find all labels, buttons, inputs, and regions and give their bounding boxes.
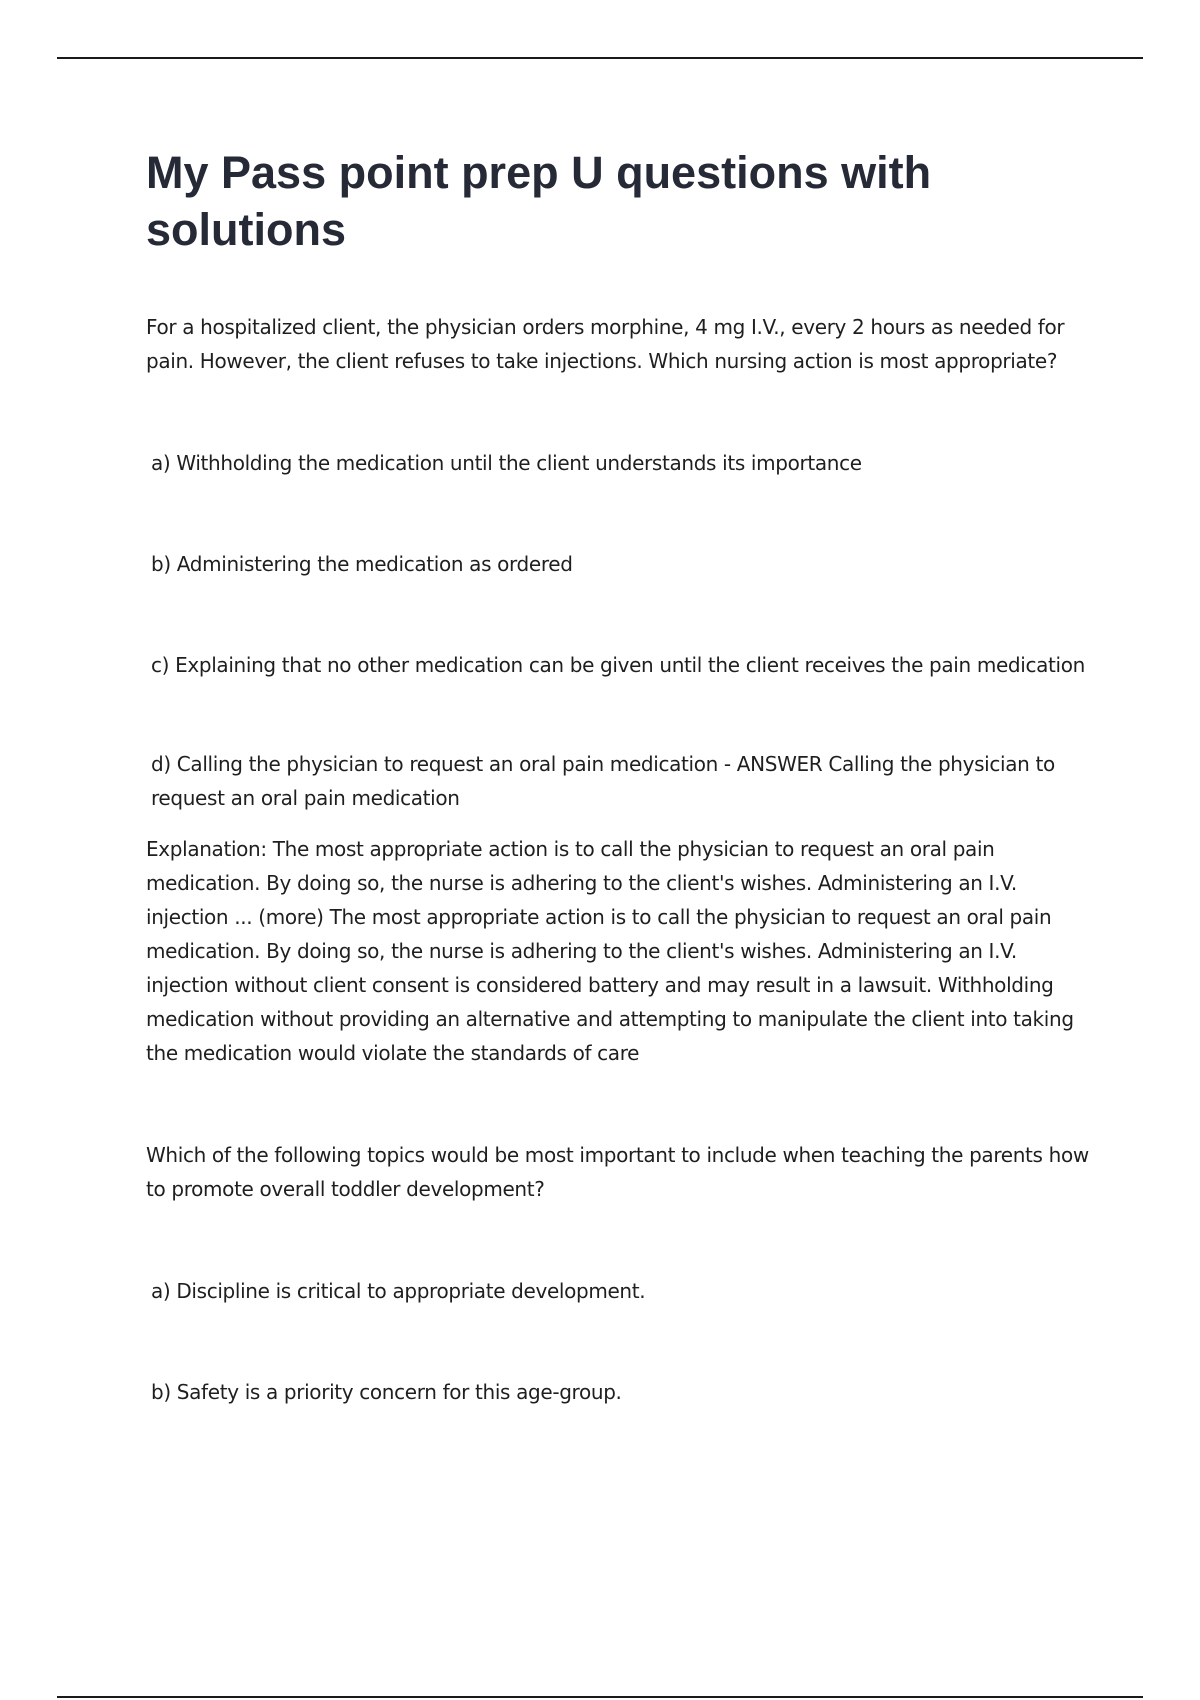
- question-1-option-d-answer: d) Calling the physician to request an oral pain medication - ANSWER Calling the physician to request an oral pain medication: [151, 752, 1055, 810]
- question-2-option-b: b) Safety is a priority concern for this age-group.: [151, 1380, 622, 1404]
- document-title: My Pass point prep U questions with solutions: [146, 147, 932, 255]
- bottom-rule: [57, 1696, 1143, 1698]
- question-1-explanation: Explanation: The most appropriate action is to call the physician to request an oral pain medication. By doing so, the nurse is adhering to the client's wishes. Administering an I.V. injection ... (more) The most appropriate action is to call the physician to request an oral pain medication. By doing so, the nurse is adhering to the client's wishes. Administering an I.V. injection without client consent is considered battery and may result in a lawsuit. Withholding medication without providing an alternative and attempting to manipulate the client into taking the medication would violate the standards of care: [146, 837, 1074, 1065]
- question-1-option-b: b) Administering the medication as ordered: [151, 552, 573, 576]
- question-1-option-a: a) Withholding the medication until the client understands its importance: [151, 451, 862, 475]
- question-1-stem: For a hospitalized client, the physician orders morphine, 4 mg I.V., every 2 hours as needed for pain. However, the client refuses to take injections. Which nursing action is most appropriate?: [146, 315, 1065, 373]
- top-rule: [57, 57, 1143, 59]
- question-1-option-c: c) Explaining that no other medication can be given until the client receives the pain medication: [151, 653, 1085, 677]
- question-2-option-a: a) Discipline is critical to appropriate development.: [151, 1279, 646, 1303]
- question-2-stem: Which of the following topics would be most important to include when teaching the parents how to promote overall toddler development?: [146, 1143, 1089, 1201]
